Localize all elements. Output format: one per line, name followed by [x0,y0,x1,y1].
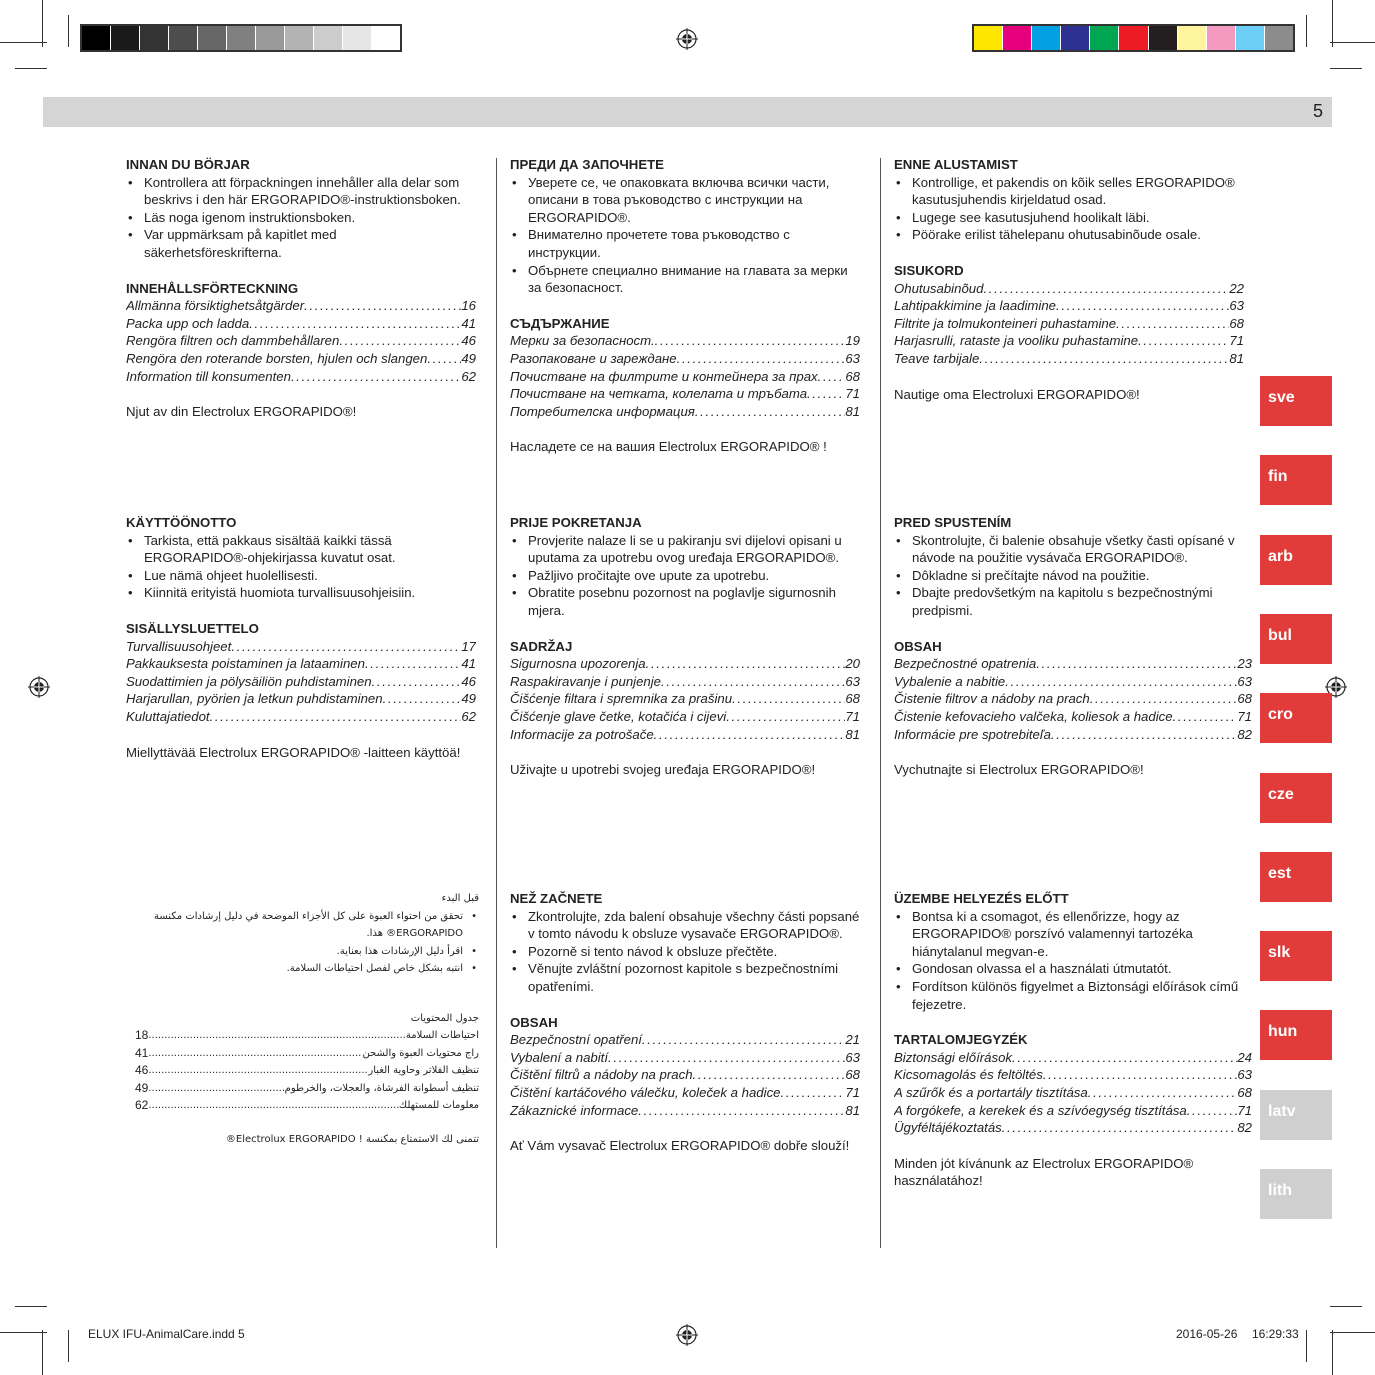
toc-page: 71 [1229,333,1244,349]
toc-title: Filtrite ja tolmukonteineri puhastamine [894,315,1117,331]
toc-page: 20 [845,656,860,672]
color-swatch [1002,26,1031,50]
toc-page: 19 [845,333,860,349]
toc-title: Čišćenje glave četke, kotačića i cijevi [510,708,727,724]
closing-line: Njut av din Electrolux ERGORAPIDO®! [126,404,357,420]
closing-line: Minden jót kívánunk az Electrolux ERGORAPIDO® használatához! [894,1155,1194,1189]
color-swatch [1206,26,1235,50]
toc-page: 82 [1237,1120,1252,1136]
bullet-item: • Bontsa ki a csomagot, és ellenőrizze, hogy az ERGORAPIDO® porszívó valamennyi tartozéka hiánytalanul megvan-e. [894,908,1252,961]
toc-entry [894,655,1252,673]
toc-title: Vybalenie a nabitie [894,673,1006,689]
toc-entry [510,708,860,726]
toc-entry [510,1084,860,1102]
toc-entry [510,368,860,386]
toc-page: 62 [135,1098,149,1112]
toc-entry [126,673,476,691]
toc-entry [510,403,860,421]
crop-mark [1332,0,1333,47]
bullet-list [126,174,476,262]
toc-page: 62 [461,368,476,384]
toc-title: Потребителска информация [510,403,695,419]
page-number: 5 [1312,101,1323,121]
toc-page: 22 [1229,280,1244,296]
color-swatch [1235,26,1264,50]
crop-mark [1332,1330,1333,1375]
toc-title: Čistenie filtrov a nádoby na prach [894,691,1090,707]
toc-page: 71 [845,386,860,402]
toc-list [894,655,1252,743]
bullet-item: • Обърнете специално внимание на главата за мерки за безопасност. [510,262,860,297]
closing-line: Uživajte u upotrebi svojeg uređaja ERGORAPIDO®! [510,762,816,778]
toc-entry [135,1062,479,1080]
color-swatch [255,26,284,50]
toc-title: Informacije za potrošače [510,726,654,742]
section-heading: ПРЕДИ ДА ЗАПОЧНЕТЕ [510,157,664,172]
spacer [894,1137,1252,1155]
section-bulgarian [510,156,860,456]
toc-title: Zákaznické informace [510,1102,639,1118]
color-bar [972,24,1295,52]
toc-entry [126,690,476,708]
toc-page: 81 [845,726,860,742]
toc-entry [510,332,860,350]
toc-entry [126,297,476,315]
toc-heading: OBSAH [894,638,942,654]
spacer [894,620,1252,638]
toc-title: Почистване на филтрите и контейнера за прах [510,368,818,384]
toc-page: 68 [1237,1084,1252,1100]
color-swatch [974,26,1002,50]
spacer [126,726,476,744]
toc-entry [135,1097,479,1115]
color-swatch [1031,26,1060,50]
bullet-item: • Skontrolujte, či balenie obsahuje všetky časti opísané v návode na použitie vysávača ERGORAPIDO®. [894,532,1252,567]
color-swatch [1060,26,1089,50]
bullet-item: • Lugege see kasutusjuhend hoolikalt läbi. [894,209,1244,227]
closing-line: Ať Vám vysavač Electrolux ERGORAPIDO® dobře slouží! [510,1138,850,1154]
bullet-list [510,174,860,297]
color-swatch [139,26,168,50]
spacer [510,420,860,438]
closing-line: Nautige oma Electroluxi ERGORAPIDO®! [894,386,1140,402]
toc-title: Bezpečnostní opatření [510,1032,642,1048]
section-swedish [126,156,476,421]
toc-title: Information till konsumenten [126,368,291,384]
toc-entry [894,1084,1252,1102]
crop-mark [1306,15,1307,47]
toc-title: Allmänna försiktighetsåtgärder [126,298,305,314]
spacer [510,996,860,1014]
spacer [510,620,860,638]
bullet-list [894,908,1252,1014]
tab-cze[interactable]: cze [1260,773,1332,823]
toc-heading: جدول المحتويات [410,1012,479,1024]
bullet-item: • Pozorně si tento návod k obsluze přečtěte. [510,943,860,961]
footer-file: ELUX IFU-AnimalCare.indd 5 [88,1327,245,1341]
toc-entry [894,673,1252,691]
toc-heading: SADRŽAJ [510,638,573,654]
tab-bul[interactable]: bul [1260,614,1332,664]
toc-page: 63 [1229,298,1244,314]
toc-title: Packa upp och ladda [126,315,250,331]
toc-title: Čištění kartáčového válečku, koleček a hadice [510,1084,781,1100]
bullet-item: • Kiinnitä erityistä huomiota turvallisuusohjeisiin. [126,584,476,602]
toc-page: 68 [1237,691,1252,707]
bullet-list [126,532,476,602]
tab-fin[interactable]: fin [1260,455,1332,505]
toc-page: 68 [845,368,860,384]
toc-page: 68 [1229,315,1244,331]
toc-entry [510,350,860,368]
bullet-item: • Fordítson különös figyelmet a Biztonsági előírások című fejezetre. [894,978,1252,1013]
toc-page: 49 [461,350,476,366]
closing-line: Насладете се на вашия Electrolux ERGORAPIDO® ! [510,439,827,455]
bullet-item: • Dôkladne si prečítajte návod na použitie. [894,567,1252,585]
section-heading: INNAN DU BÖRJAR [126,157,250,172]
color-swatch [1148,26,1177,50]
toc-title: Lahtipakkimine ja laadimine [894,298,1057,314]
toc-entry [126,708,476,726]
bullet-item: • انتبه بشكل خاص لفصل احتياطات السلامة. [135,960,479,978]
toc-title: احتياطات السلامة [405,1030,479,1041]
toc-entry [126,368,476,386]
section-heading: قبل البدء [441,893,479,904]
tab-arb[interactable]: arb [1260,535,1332,585]
toc-page: 62 [461,708,476,724]
toc-list [135,1027,479,1115]
toc-title: Informácie pre spotrebiteľa [894,726,1051,742]
toc-heading: OBSAH [510,1014,558,1030]
toc-page: 21 [845,1032,860,1048]
closing-line: تتمنى لك الاستمتاع بمكنسة ! Electrolux ERGORAPIDO® [225,1133,479,1145]
spacer [510,297,860,315]
toc-title: Разопаковане и зареждане [510,350,677,366]
toc-title: Почистване на четката, колелата и тръбата [510,386,808,402]
toc-page: 71 [1237,1102,1252,1118]
toc-page: 46 [135,1063,149,1077]
section-heading: KÄYTTÖÖNOTTO [126,515,237,530]
tab-lith[interactable]: lith [1260,1169,1332,1219]
toc-title: Vybalení a nabití [510,1049,609,1065]
toc-title: معلومات للمستهلك [398,1100,479,1111]
toc-entry [510,655,860,673]
spacer [126,385,476,403]
toc-entry [135,1045,479,1063]
toc-page: 63 [845,1049,860,1065]
toc-title: Rengöra den roterande borsten, hjulen och slangen [126,350,428,366]
toc-list [510,332,860,420]
bullet-list [894,532,1252,620]
toc-entry [510,1031,860,1049]
tab-est[interactable]: est [1260,852,1332,902]
toc-heading: SISÄLLYSLUETTELO [126,620,259,636]
crop-mark [0,1332,47,1333]
section-heading: PRED SPUSTENÍM [894,515,1012,530]
toc-entry [510,673,860,691]
toc-entry [894,332,1244,350]
section-czech [510,890,860,1155]
toc-entry [894,1066,1252,1084]
crop-mark [42,1330,43,1375]
toc-page: 82 [1237,726,1252,742]
color-swatch [342,26,371,50]
toc-title: Kicsomagolás és feltöltés [894,1067,1043,1083]
toc-title: Kuluttajatiedot [126,708,210,724]
toc-page: 49 [461,691,476,707]
toc-title: Bezpečnostné opatrenia [894,656,1037,672]
registration-mark-icon [28,676,50,698]
toc-entry [894,690,1252,708]
toc-title: Мерки за безопасност. [510,333,655,349]
header-band [43,97,1332,127]
bullet-item: • Läs noga igenom instruktionsboken. [126,209,476,227]
toc-entry [510,1049,860,1067]
crop-mark [1330,1306,1362,1307]
toc-title: راج محتويات العبوة والشحن [362,1047,479,1059]
toc-entry [894,708,1252,726]
section-heading: NEŽ ZAČNETE [510,891,603,906]
toc-heading: TARTALOMJEGYZÉK [894,1032,1028,1048]
tab-hun[interactable]: hun [1260,1010,1332,1060]
crop-mark [1306,1330,1307,1362]
crop-mark [1330,68,1362,69]
spacer [126,262,476,280]
toc-page: 24 [1237,1049,1252,1065]
toc-page: 71 [845,1084,860,1100]
bullet-item: • Provjerite nalaze li se u pakiranju svi dijelovi opisani u uputama za upotrebu ovog uređaja ERGORAPIDO®. [510,532,860,567]
color-swatch [197,26,226,50]
toc-page: 81 [845,403,860,419]
section-heading: ÜZEMBE HELYEZÉS ELŐTT [894,891,1069,906]
toc-list [894,280,1244,368]
toc-page: 63 [1237,673,1252,689]
toc-title: تنظيف الفلاتر وحاوية الغبار [368,1065,479,1076]
toc-title: Turvallisuusohjeet [126,638,232,654]
bullet-item: • Obratite posebnu pozornost na poglavlje sigurnosnih mjera. [510,584,860,619]
toc-page: 46 [461,673,476,689]
bullet-list [894,174,1244,244]
crop-mark [42,0,43,47]
toc-page: 46 [461,333,476,349]
tab-sve[interactable]: sve [1260,376,1332,426]
toc-entry [126,638,476,656]
color-swatch [1177,26,1206,50]
color-swatch [1118,26,1147,50]
crop-mark [1330,1332,1375,1333]
crop-mark [15,68,47,69]
section-croatian [510,514,860,779]
toc-title: Čištění filtrů a nádoby na prach [510,1067,693,1083]
toc-title: Rengöra filtren och dammbehållaren [126,333,340,349]
toc-title: Ügyféltájékoztatás [894,1120,1002,1136]
toc-page: 71 [1237,708,1252,724]
toc-page: 41 [461,656,476,672]
section-slovak [894,514,1252,779]
toc-entry [126,350,476,368]
toc-entry [510,726,860,744]
section-estonian [894,156,1244,403]
section-heading: ENNE ALUSTAMIST [894,157,1018,172]
crop-mark [0,42,47,43]
bullet-item: • Dbajte predovšetkým na kapitolu s bezpečnostnými predpismi. [894,584,1252,619]
bullet-item: • Lue nämä ohjeet huolellisesti. [126,567,476,585]
toc-page: 49 [135,1080,149,1095]
toc-title: Čišćenje filtara i spremnika za prašinu [510,691,733,707]
bullet-item: • Уверете се, че опаковката включва всички части, описани в това ръководство с инструкции на ERGORAPIDO®. [510,174,860,227]
toc-page: 63 [845,673,860,689]
toc-entry [894,350,1244,368]
spacer [894,244,1244,262]
spacer [894,1013,1252,1031]
toc-heading: SISUKORD [894,262,964,278]
tab-cro[interactable]: cro [1260,693,1332,743]
toc-entry [894,315,1244,333]
registration-mark-icon [676,28,698,50]
toc-page: 18 [135,1028,149,1042]
toc-entry [126,332,476,350]
bullet-item: • Kontrollera att förpackningen innehåller alla delar som beskrivs i den här ERGORAPIDO®-instruktionsboken. [126,174,476,209]
toc-title: A szűrők és a portartály tisztítása [894,1084,1088,1100]
spacer [510,1119,860,1137]
toc-entry [510,1066,860,1084]
registration-mark-icon [676,1324,698,1346]
toc-entry [894,726,1252,744]
color-swatch [82,26,110,50]
toc-entry [894,280,1244,298]
bullet-item: • Pažljivo pročitajte ove upute za upotrebu. [510,567,860,585]
toc-page: 23 [1237,656,1252,672]
toc-title: Harjarullan, pyörien ja letkun puhdistaminen [126,691,383,707]
bullet-list [135,908,479,978]
tab-latv[interactable]: latv [1260,1090,1332,1140]
spacer [126,602,476,620]
toc-entry [894,1049,1252,1067]
color-swatch [371,26,400,50]
toc-entry [894,1102,1252,1120]
color-swatch [1089,26,1118,50]
crop-mark [68,15,69,47]
toc-entry [126,315,476,333]
bullet-item: • اقرأ دليل الإرشادات هذا بعناية. [135,943,479,961]
crop-mark [15,1306,47,1307]
crop-mark [1330,42,1375,43]
toc-entry [510,690,860,708]
toc-page: 63 [1237,1067,1252,1083]
tab-slk[interactable]: slk [1260,931,1332,981]
toc-list [894,1049,1252,1137]
bullet-item: • Tarkista, että pakkaus sisältää kaikki tässä ERGORAPIDO®-ohjekirjassa kuvatut osat. [126,532,476,567]
toc-page: 68 [845,691,860,707]
closing-line: Miellyttävää Electrolux ERGORAPIDO® -laitteen käyttöä! [126,744,461,760]
color-swatch [226,26,255,50]
closing-line: Vychutnajte si Electrolux ERGORAPIDO®! [894,762,1144,778]
grayscale-bar [80,24,402,52]
bullet-item: • Pöörake erilist tähelepanu ohutusabinõude osale. [894,226,1244,244]
bullet-item: • تحقق من احتواء العبوة على كل الأجزاء الموضحة في دليل إرشادات مكنسة ERGORAPIDO® هذا. [135,908,479,943]
toc-page: 63 [845,350,860,366]
crop-mark [68,1330,69,1362]
toc-entry [126,655,476,673]
toc-heading: INNEHÅLLSFÖRTECKNING [126,280,299,296]
toc-page: 81 [1229,350,1244,366]
toc-title: Suodattimien ja pölysäiliön puhdistaminen [126,673,372,689]
toc-page: 81 [845,1102,860,1118]
section-arabic [135,890,479,1148]
column-divider [880,158,881,1248]
toc-title: Sigurnosna upozorenja [510,656,646,672]
toc-list [126,638,476,726]
bullet-list [510,908,860,996]
section-heading: PRIJE POKRETANJA [510,515,642,530]
toc-title: A forgókefe, a kerekek és a szívóegység tisztítása [894,1102,1187,1118]
color-swatch [284,26,313,50]
column-divider [496,158,497,1248]
toc-entry [135,1080,479,1098]
toc-list [510,1031,860,1119]
bullet-item: • Zkontrolujte, zda balení obsahuje všechny části popsané v tomto návodu k obsluze vysavače ERGORAPIDO®. [510,908,860,943]
bullet-item: • Věnujte zvláštní pozornost kapitole s bezpečnostními opatřeními. [510,960,860,995]
toc-title: Teave tarbijale [894,350,980,366]
bullet-item: • Kontrollige, et pakendis on kõik selles ERGORAPIDO® kasutusjuhendis kirjeldatud osad. [894,174,1244,209]
footer-date: 2016-05-26 [1176,1327,1238,1341]
footer-time: 16:29:33 [1252,1327,1299,1341]
spacer [894,368,1244,386]
toc-list [510,655,860,743]
toc-page: 41 [135,1045,149,1060]
toc-title: Harjasrulli, rataste ja vooliku puhastamine [894,333,1139,349]
color-swatch [168,26,197,50]
bullet-item: • Gondosan olvassa el a használati útmutatót. [894,960,1252,978]
toc-list [126,297,476,385]
toc-title: Pakkauksesta poistaminen ja lataaminen [126,656,365,672]
toc-entry [894,1119,1252,1137]
bullet-item: • Var uppmärksam på kapitlet med säkerhetsföreskrifterna. [126,226,476,261]
color-swatch [313,26,342,50]
toc-title: تنظيف أسطوانة الفرشاة، والعجلات، والخرطوم [284,1082,479,1094]
section-finnish [126,514,476,761]
toc-page: 16 [461,298,476,314]
bullet-list [510,532,860,620]
toc-entry [510,385,860,403]
toc-heading: СЪДЪРЖАНИЕ [510,315,610,331]
toc-title: Ohutusabinõud [894,280,984,296]
spacer [510,743,860,761]
toc-title: Biztonsági előírások [894,1049,1013,1065]
toc-page: 68 [845,1067,860,1083]
toc-page: 41 [461,315,476,331]
toc-entry [894,297,1244,315]
spacer [894,743,1252,761]
toc-title: Čistenie kefovacieho valčeka, koliesok a hadice [894,708,1173,724]
bullet-item: • Внимателно прочетете това ръководство с инструкции. [510,226,860,261]
section-hungarian [894,890,1252,1190]
toc-title: Raspakiravanje i punjenje [510,673,662,689]
toc-entry [510,1102,860,1120]
color-swatch [1264,26,1293,50]
color-swatch [110,26,139,50]
toc-page: 71 [845,708,860,724]
toc-page: 17 [461,638,476,654]
toc-entry [135,1027,479,1045]
